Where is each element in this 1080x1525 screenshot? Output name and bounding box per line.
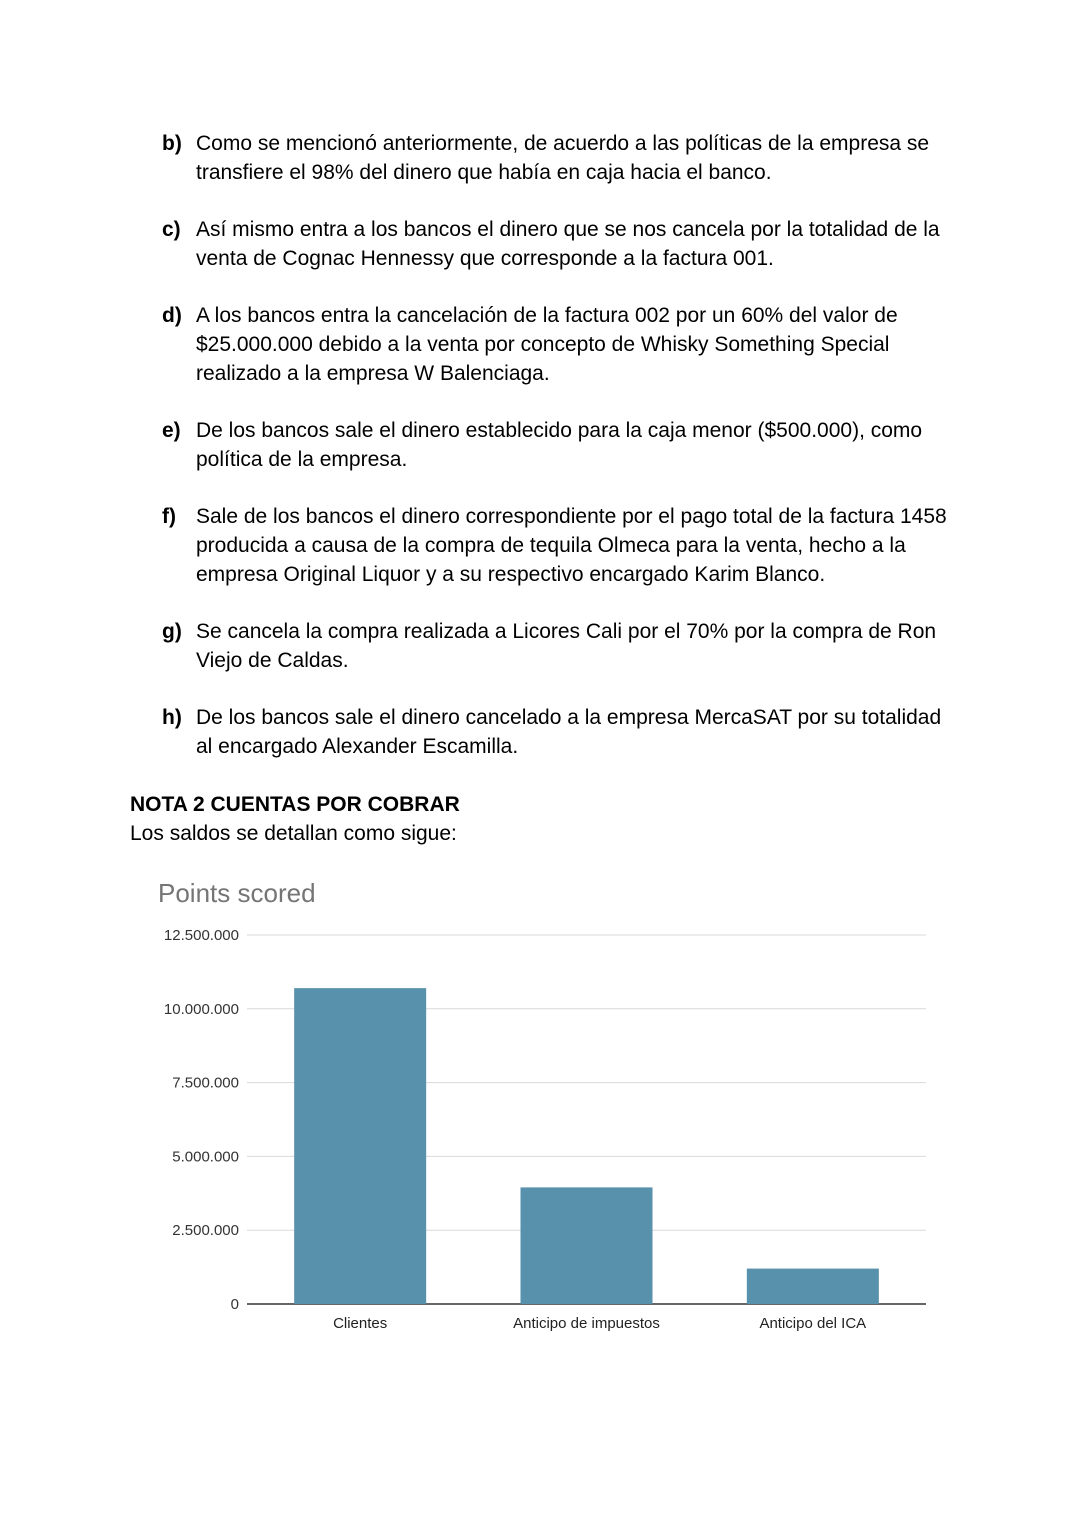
list-item-text: Se cancela la compra realizada a Licores Cali por el 70% por la compra de Ron Viejo de Caldas. [196,620,937,672]
list-item-letter: b) [162,132,182,155]
list-item-letter: e) [162,419,181,442]
y-tick-label: 0 [230,1296,239,1313]
list-item-text: Así mismo entra a los bancos el dinero que se nos cancela por la totalidad de la venta de Cognac Hennessy que corresponde a la factura 001. [196,218,940,270]
y-tick-label: 12.500.000 [163,927,239,944]
list-item [162,416,962,474]
bar-anticipo-de-impuestos [521,1187,653,1304]
list-item [162,301,962,388]
list-item [162,617,962,675]
bar-clientes [294,988,426,1304]
list-item-text: De los bancos sale el dinero cancelado a la empresa MercaSAT por su totalidad al encargado Alexander Escamilla. [196,706,942,758]
section-title: NOTA 2 CUENTAS POR COBRAR [130,793,460,816]
y-tick-label: 2.500.000 [172,1222,239,1240]
list-item-letter: h) [162,706,182,729]
bar-anticipo-del-ica [747,1269,879,1304]
y-tick-label: 7.500.000 [172,1074,239,1092]
chart-title: Points scored [158,878,316,908]
x-tick-label: Anticipo de impuestos [513,1315,660,1332]
list-item-letter: d) [162,304,182,327]
x-tick-label: Anticipo del ICA [759,1315,867,1332]
list-item-letter: c) [162,218,181,241]
list-item [162,703,962,761]
list [162,129,962,789]
y-tick-label: 10.000.000 [163,1000,239,1018]
section-subtitle: Los saldos se detallan como sigue: [130,822,457,845]
bar-chart [130,860,950,1350]
list-item-letter: f) [162,505,176,528]
list-item-text: Sale de los bancos el dinero correspondiente por el pago total de la factura 1458 producida a causa de la compra de tequila Olmeca para la venta, hecho a la empresa Original Liquor y a su respectivo encargado Karim Blanco. [196,505,947,586]
list-item-text: De los bancos sale el dinero establecido para la caja menor ($500.000), como política de la empresa. [196,419,923,471]
x-tick-label: Clientes [333,1315,388,1332]
list-item [162,502,962,589]
list-item [162,129,962,187]
list-item [162,215,962,273]
y-tick-label: 5.000.000 [172,1148,239,1166]
list-item-letter: g) [162,620,182,643]
list-item-text: A los bancos entra la cancelación de la factura 002 por un 60% del valor de $25.000.000 debido a la venta por concepto de Whisky Something Special realizado a la empresa W Balenciaga. [196,304,898,385]
list-item-text: Como se mencionó anteriormente, de acuerdo a las políticas de la empresa se transfiere el 98% del dinero que había en caja hacia el banco. [196,132,930,184]
